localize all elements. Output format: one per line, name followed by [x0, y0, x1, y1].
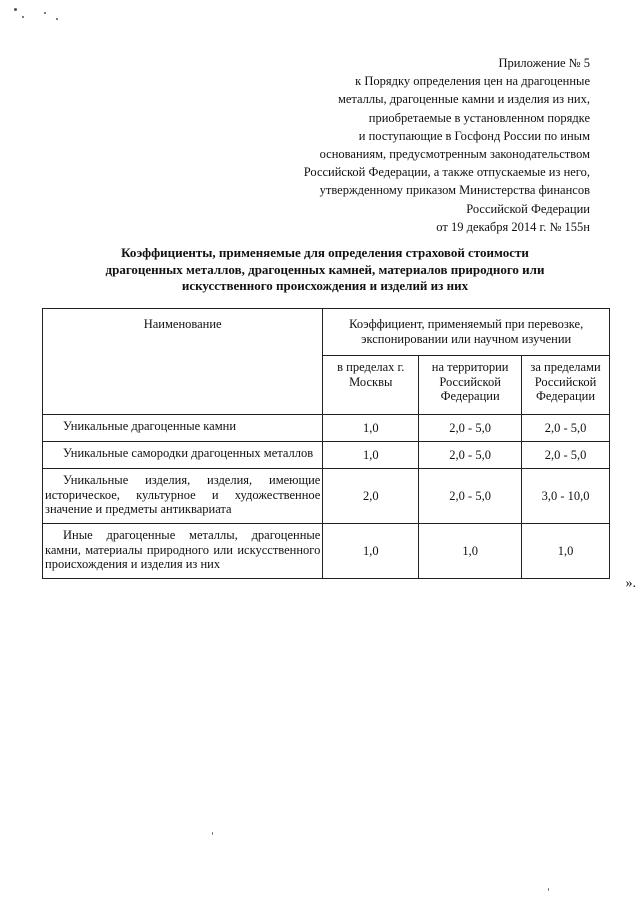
table-row: [43, 469, 610, 524]
appendix-line: Приложение № 5: [498, 56, 590, 70]
appendix-line: утвержденному приказом Министерства финансов: [319, 183, 590, 198]
appendix-line: от 19 декабря 2014 г. № 155н: [436, 219, 590, 234]
header-name: Наименование: [43, 309, 323, 415]
appendix-line: основаниям, предусмотренным законодательством: [319, 147, 590, 162]
row-value: 2,0 - 5,0: [419, 415, 522, 442]
row-value: 2,0 - 5,0: [522, 415, 610, 442]
row-name: Иные драгоценные металлы, драгоценные камни, материалы природного или искусственного происхождения и изделия из них: [43, 524, 323, 579]
subheader-moscow: в пределах г. Москвы: [323, 356, 419, 415]
title-line: Коэффициенты, применяемые для определения страховой стоимости: [121, 245, 529, 260]
appendix-line: Российской Федерации, а также отпускаемые из него,: [303, 165, 590, 180]
row-value: 1,0: [323, 415, 419, 442]
coefficients-table: [42, 308, 610, 579]
appendix-line: металлы, драгоценные камни и изделия из них,: [337, 92, 590, 107]
row-value: 1,0: [323, 442, 419, 469]
subheader-russia: на территории Российской Федерации: [419, 356, 522, 415]
appendix-line: и поступающие в Госфонд России по иным: [358, 128, 590, 143]
row-value: 3,0 - 10,0: [522, 469, 610, 524]
row-name: Уникальные драгоценные камни: [43, 415, 323, 442]
row-value: 2,0 - 5,0: [419, 469, 522, 524]
row-value: 2,0 - 5,0: [419, 442, 522, 469]
row-value: 2,0: [323, 469, 419, 524]
table-row: [43, 415, 610, 442]
appendix-line: Российской Федерации: [466, 201, 590, 216]
title-line: драгоценных металлов, драгоценных камней, материалов природного или: [105, 261, 545, 277]
table-row: [43, 524, 610, 579]
header-coefficient: Коэффициент, применяемый при перевозке, экспонировании или научном изучении: [323, 309, 610, 356]
scan-speck: [14, 8, 17, 11]
appendix-header: [260, 54, 590, 236]
table-row: [43, 442, 610, 469]
row-name: Уникальные самородки драгоценных металлов: [43, 442, 323, 469]
subheader-abroad: за пределами Российской Федерации: [522, 356, 610, 415]
scan-speck: [44, 12, 46, 14]
title-line: искусственного происхождения и изделий из них: [181, 278, 469, 293]
document-title: [60, 245, 590, 295]
scan-speck: [212, 832, 213, 835]
row-name: Уникальные изделия, изделия, имеющие историческое, культурное и художественное значение и предметы антиквариата: [43, 469, 323, 524]
appendix-line: приобретаемые в установленном порядке: [368, 110, 590, 125]
row-value: 2,0 - 5,0: [522, 442, 610, 469]
scan-speck: [548, 888, 549, 891]
closing-quote: ».: [625, 576, 636, 591]
scan-speck: [56, 18, 58, 20]
appendix-line: к Порядку определения цен на драгоценные: [355, 74, 590, 89]
row-value: 1,0: [522, 524, 610, 579]
row-value: 1,0: [323, 524, 419, 579]
row-value: 1,0: [419, 524, 522, 579]
scan-speck: [22, 16, 24, 18]
